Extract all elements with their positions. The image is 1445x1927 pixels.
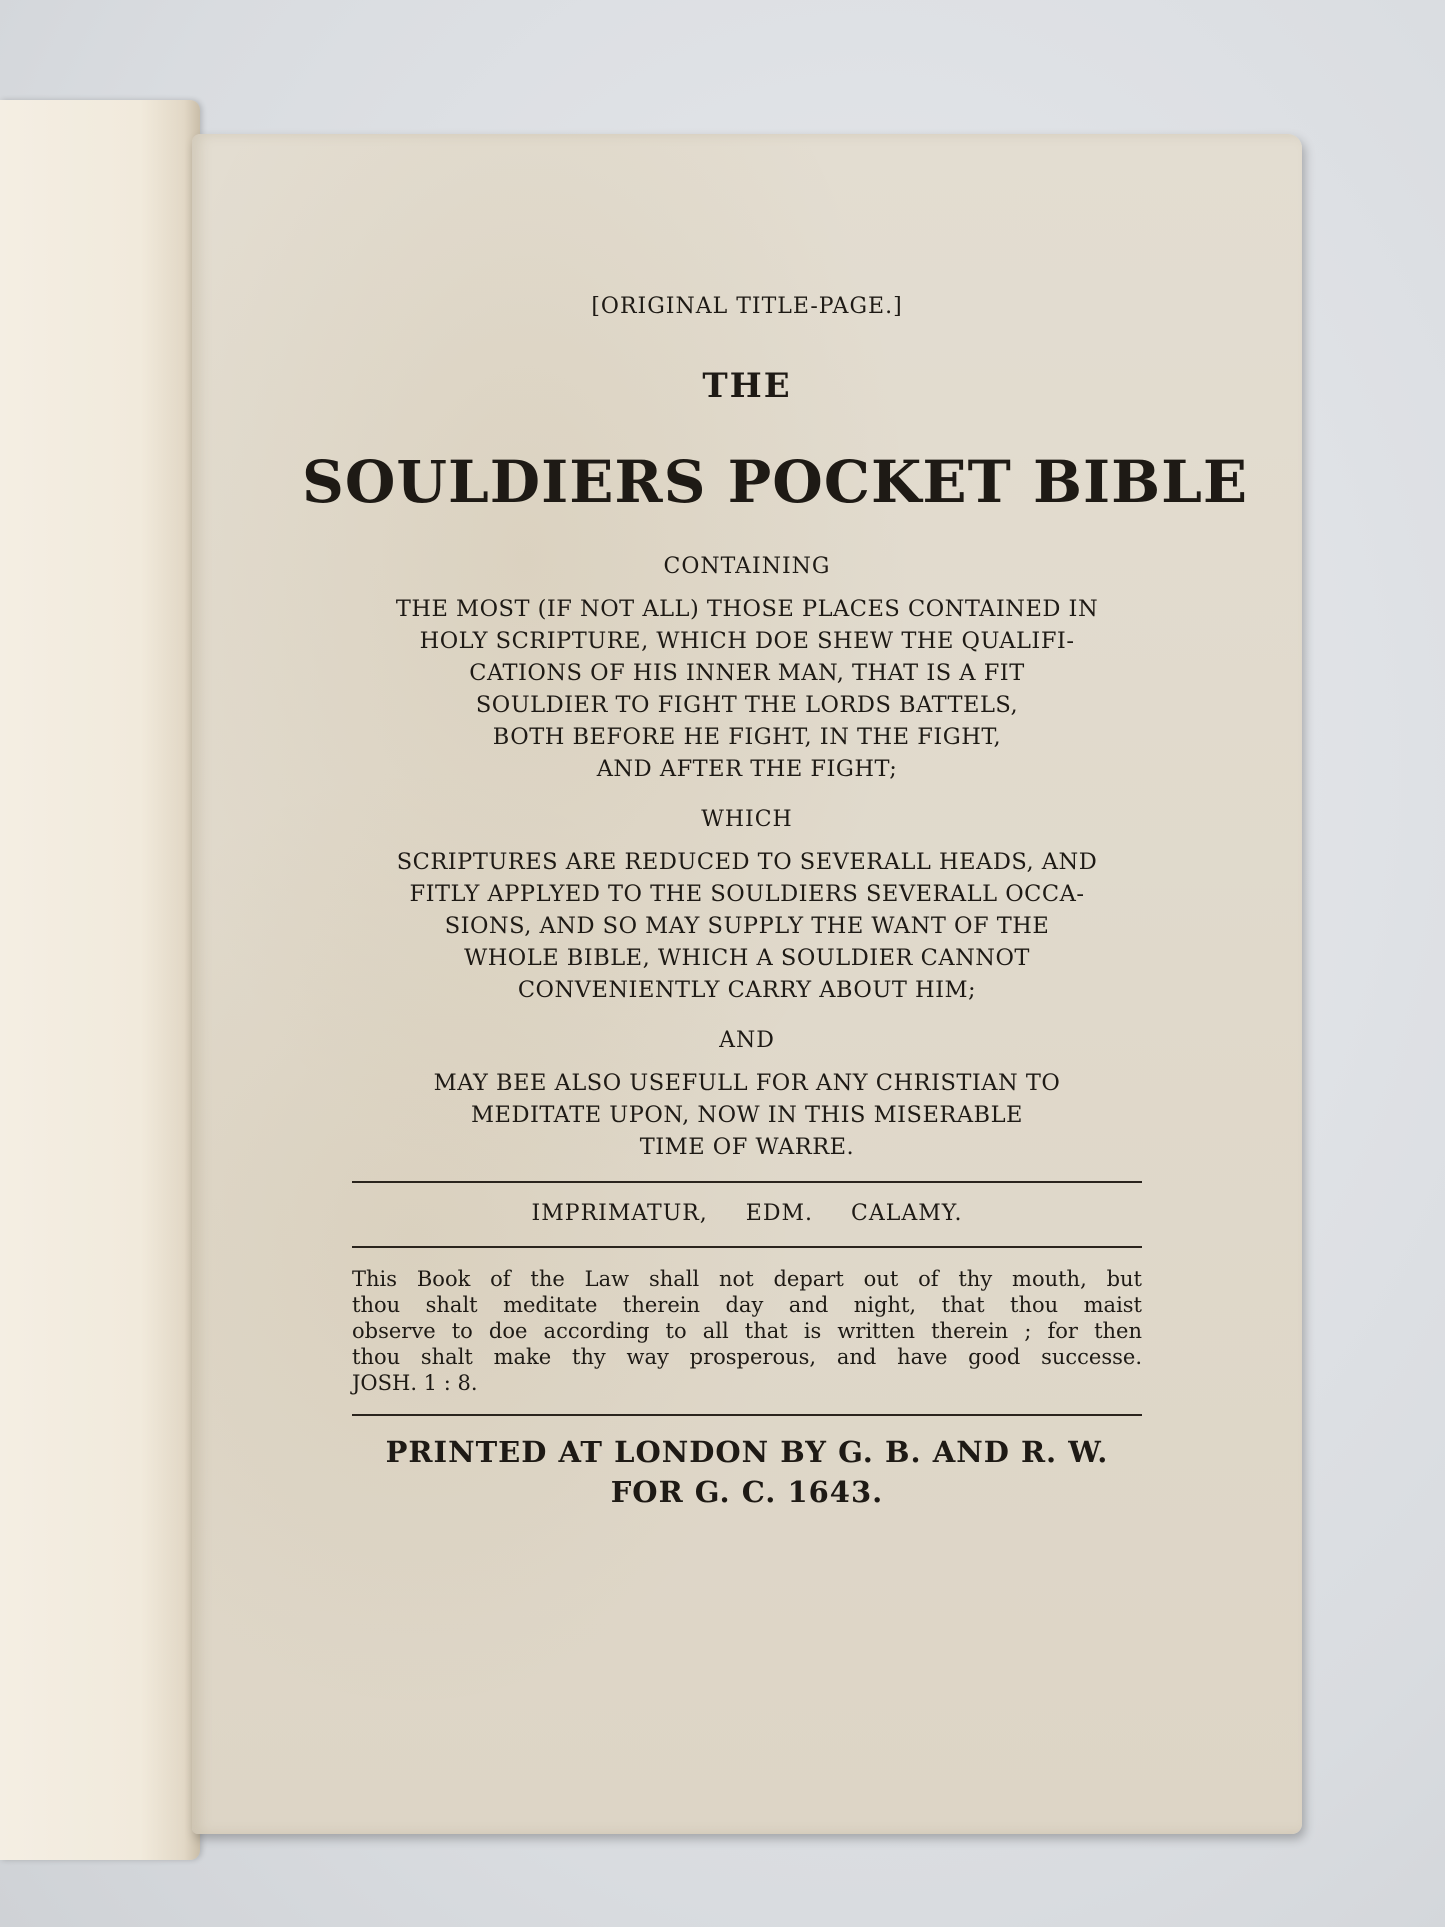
quote-line: observe to doe according to all that is written therein ; for then xyxy=(352,1319,1142,1343)
divider-rule xyxy=(352,1246,1142,1248)
quote-line: This Book of the Law shall not depart out of thy mouth, but xyxy=(352,1267,1142,1291)
text-line: CONVENIENTLY CARRY ABOUT HIM; xyxy=(517,977,977,1003)
header-note: [ORIGINAL TITLE-PAGE.] xyxy=(591,294,903,319)
scripture-quote xyxy=(352,1266,1142,1396)
text-line: THE MOST (IF NOT ALL) THOSE PLACES CONTAINED IN xyxy=(395,596,1099,622)
text-line: FITLY APPLYED TO THE SOULDIERS SEVERALL OCCA- xyxy=(409,881,1085,907)
text-line: MEDITATE UPON, NOW IN THIS MISERABLE xyxy=(471,1102,1023,1128)
text-line: AND AFTER THE FIGHT; xyxy=(596,756,898,782)
quote-line: thou shalt make thy way prosperous, and have good successe. xyxy=(352,1345,1142,1369)
imprint-line: FOR G. C. 1643. xyxy=(610,1475,884,1509)
text-line: MAY BEE ALSO USEFULL FOR ANY CHRISTIAN TO xyxy=(433,1070,1061,1096)
and-paragraph xyxy=(302,1067,1192,1163)
main-title: SOULDIERS POCKET BIBLE xyxy=(302,448,1249,516)
text-line: CATIONS OF HIS INNER MAN, THAT IS A FIT xyxy=(469,660,1025,686)
text-line: TIME OF WARRE. xyxy=(639,1134,855,1160)
text-line: SIONS, AND SO MAY SUPPLY THE WANT OF THE xyxy=(444,913,1050,939)
quote-citation: JOSH. 1 : 8. xyxy=(352,1371,478,1395)
imprimatur: IMPRIMATUR, EDM. CALAMY. xyxy=(531,1201,963,1226)
imprint xyxy=(302,1432,1192,1512)
divider-rule xyxy=(352,1181,1142,1183)
title-page xyxy=(192,134,1302,1834)
text-line: SCRIPTURES ARE REDUCED TO SEVERALL HEADS, AND xyxy=(396,849,1098,875)
text-line: SOULDIER TO FIGHT THE LORDS BATTELS, xyxy=(475,692,1019,718)
containing-paragraph xyxy=(302,593,1192,785)
which-paragraph xyxy=(302,846,1192,1006)
which-label: WHICH xyxy=(701,807,793,832)
containing-label: CONTAINING xyxy=(663,554,831,579)
text-line: WHOLE BIBLE, WHICH A SOULDIER CANNOT xyxy=(464,945,1030,971)
divider-rule xyxy=(352,1414,1142,1416)
title-page-text xyxy=(302,294,1249,1512)
and-label: AND xyxy=(719,1028,775,1053)
title-article: THE xyxy=(702,366,792,406)
text-line: HOLY SCRIPTURE, WHICH DOE SHEW THE QUALIFI- xyxy=(419,628,1075,654)
text-line: BOTH BEFORE HE FIGHT, IN THE FIGHT, xyxy=(492,724,1002,750)
imprint-line: PRINTED AT LONDON BY G. B. AND R. W. xyxy=(385,1435,1109,1469)
quote-line: thou shalt meditate therein day and night, that thou maist xyxy=(352,1293,1142,1317)
facing-blank-page xyxy=(0,100,200,1860)
